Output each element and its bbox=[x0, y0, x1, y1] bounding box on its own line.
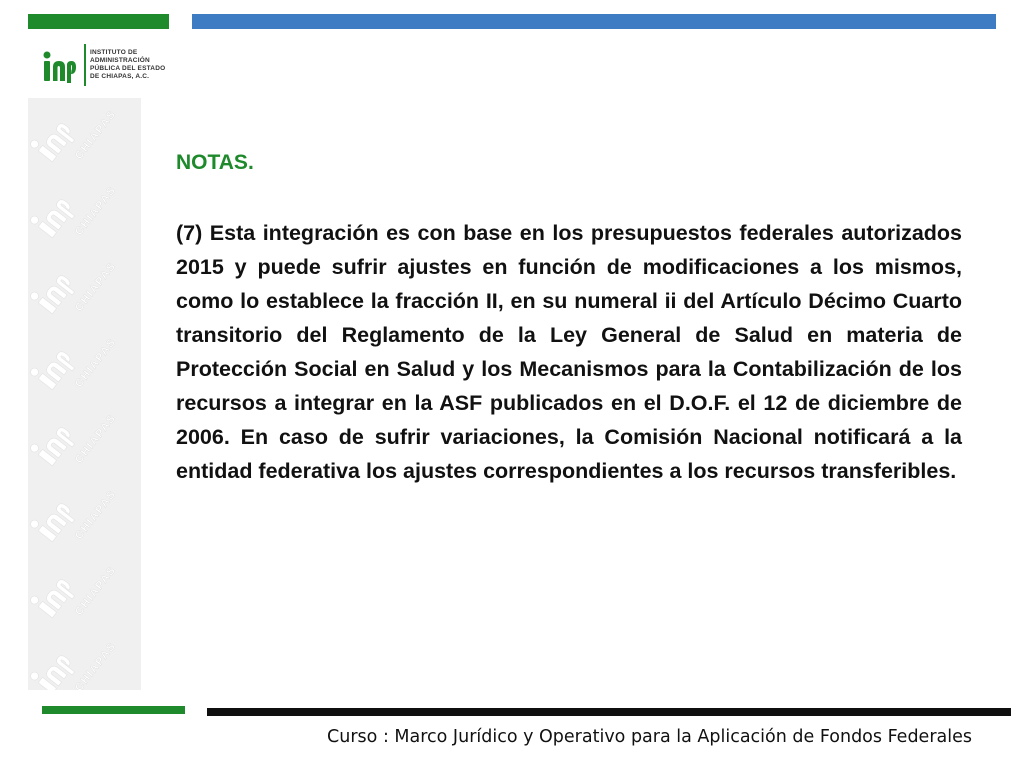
footer-course bbox=[327, 727, 972, 747]
notes-title: NOTAS. bbox=[176, 151, 254, 174]
top-blue-bar bbox=[192, 14, 996, 29]
bottom-green-bar bbox=[42, 706, 185, 714]
logo-line-1: INSTITUTO DE bbox=[90, 49, 138, 56]
top-green-bar bbox=[28, 14, 169, 29]
footer-course-title: : Marco Jurídico y Operativo para la Aplicación de Fondos Federales bbox=[382, 727, 972, 747]
iap-logo bbox=[42, 44, 182, 88]
watermark-pattern bbox=[28, 98, 141, 690]
iap-logo-mark bbox=[42, 49, 78, 85]
logo-line-2: ADMINISTRACIÓN bbox=[90, 57, 150, 64]
watermark-panel bbox=[28, 98, 141, 690]
logo-divider bbox=[84, 44, 86, 86]
footer-course-label: Curso bbox=[327, 727, 378, 747]
logo-line-3: PÚBLICA DEL ESTADO bbox=[90, 65, 166, 72]
bottom-black-bar bbox=[207, 708, 1011, 716]
logo-institution-name bbox=[90, 49, 165, 81]
logo-line-4: DE CHIAPAS, A.C. bbox=[90, 73, 150, 80]
notes-body: (7) Esta integración es con base en los presupuestos federales autorizados 2015 y puede sufrir ajustes en función de modificaciones a los mismos, como lo establece la fracción II, en su numeral ii del Artículo Décimo Cuarto transitorio del Reglamento de la Ley General de Salud en materia de Protección Social en Salud y los Mecanismos para la Contabilización de los recursos a integrar en la ASF publicados en el D.O.F. el 12 de diciembre de 2006. En caso de sufrir variaciones, la Comisión Nacional notificará a la entidad federativa los ajustes correspondientes a los recursos transferibles. bbox=[176, 221, 962, 483]
